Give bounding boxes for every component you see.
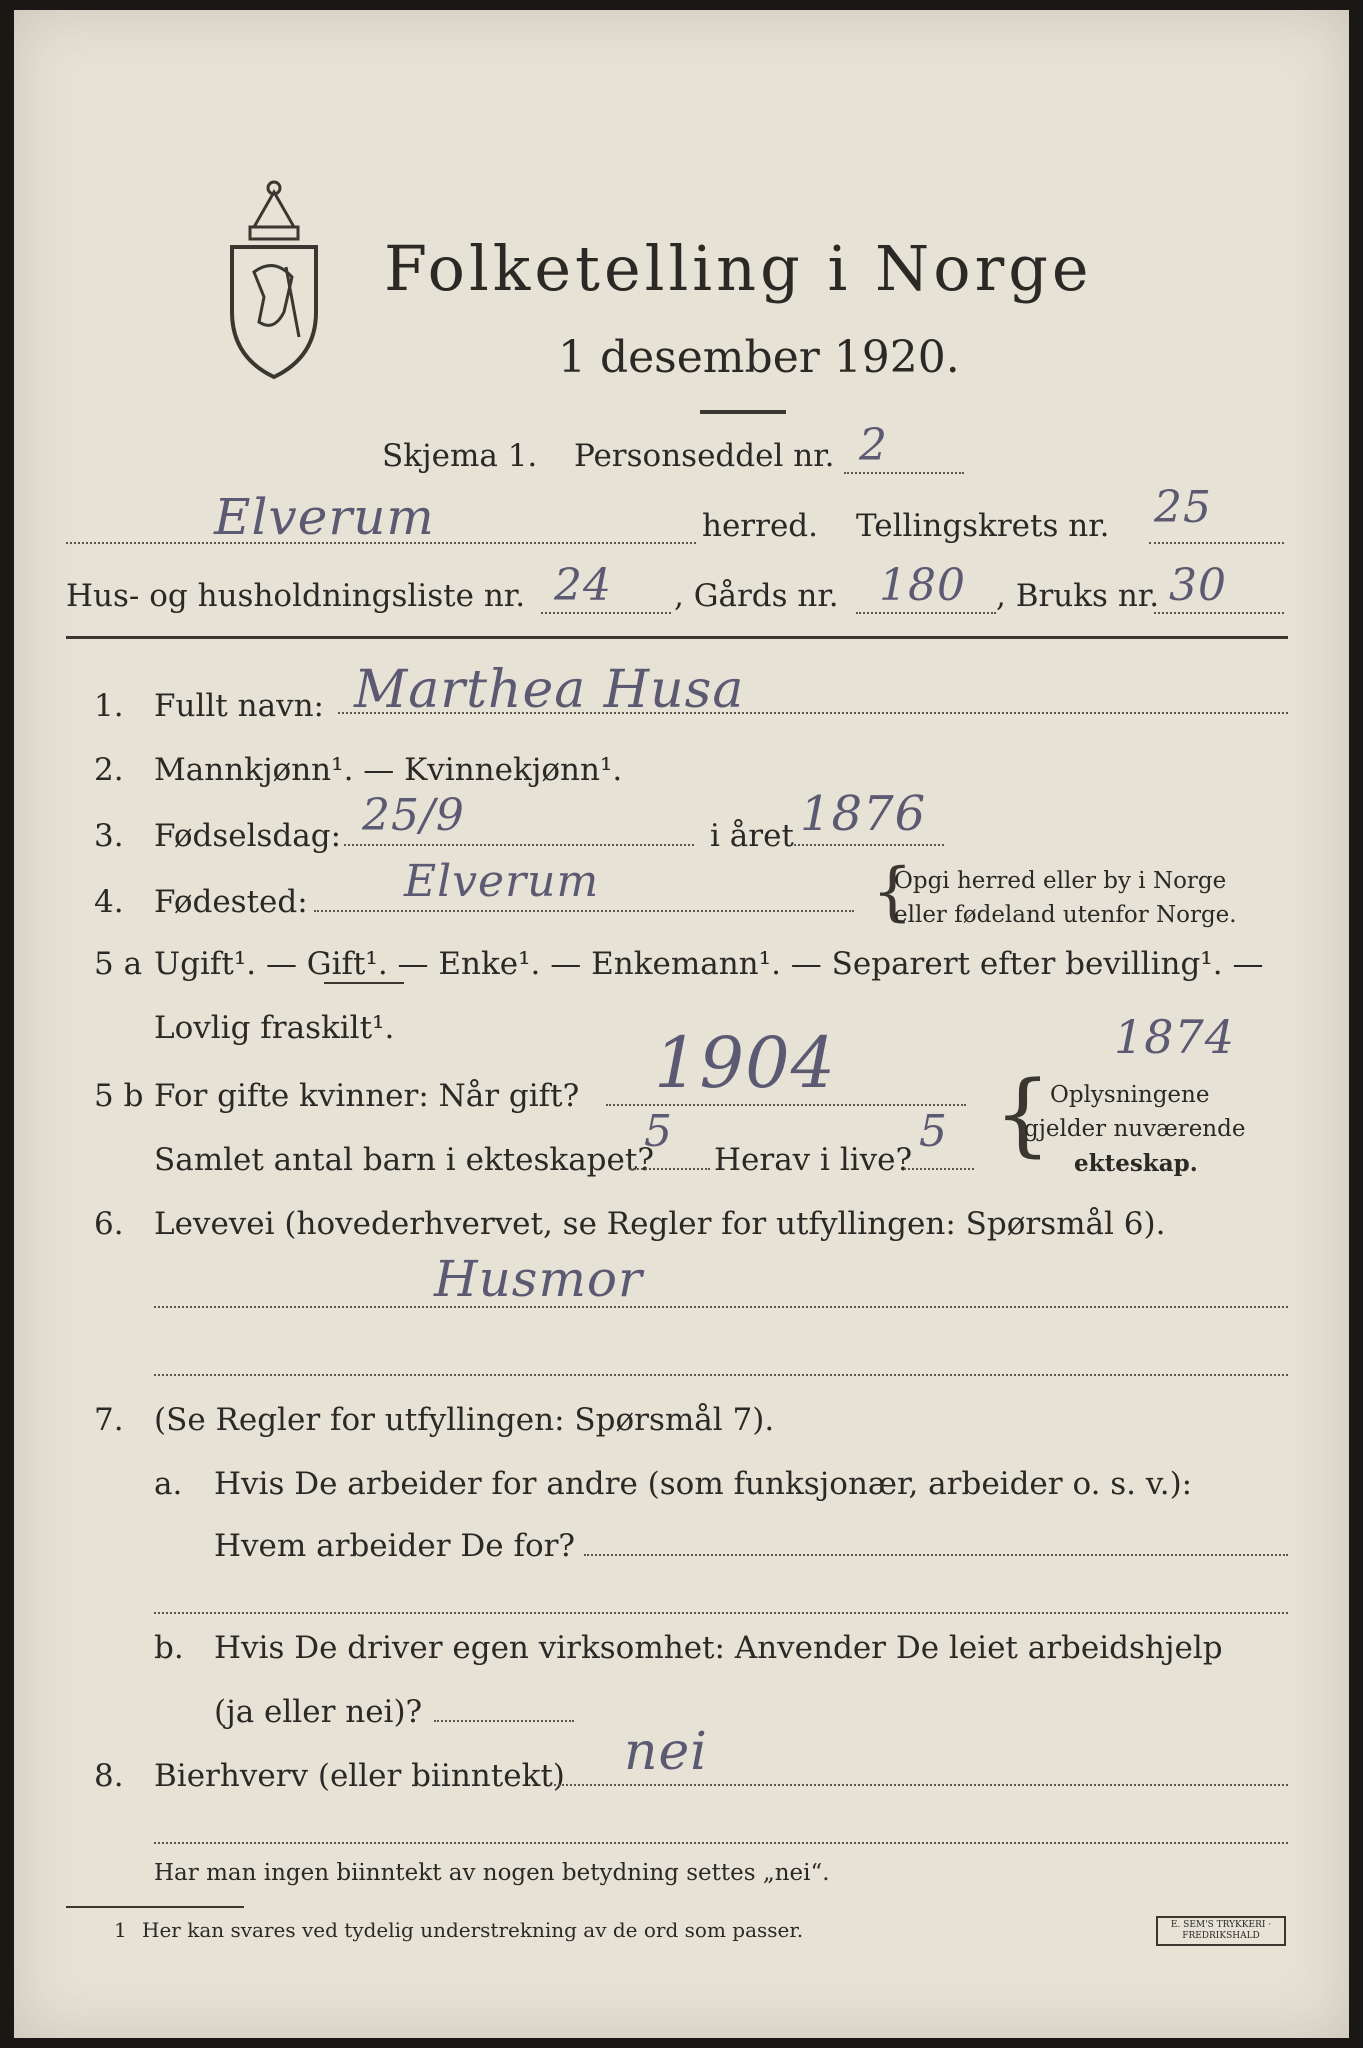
husholdningsliste-field[interactable]	[541, 612, 671, 614]
q8-number: 8.	[94, 1758, 124, 1794]
q6-label: Levevei (hovederhvervet, se Regler for utfyllingen: Spørsmål 6).	[154, 1206, 1166, 1242]
husholdningsliste-value: 24	[554, 560, 612, 611]
q1-number: 1.	[94, 688, 124, 724]
printer-text: E. SEM'S TRYKKERI · FREDRIKSHALD	[1170, 1920, 1272, 1941]
printer-stamp	[1156, 1916, 1286, 1946]
q5a-label-2: Lovlig fraskilt¹.	[154, 1010, 395, 1046]
birthplace-value: Elverum	[404, 856, 600, 907]
birthday-value: 25/9	[362, 790, 465, 841]
q3-year-label: i året	[710, 818, 794, 854]
form-title: Folketelling i Norge	[384, 232, 1093, 305]
employer-field-2[interactable]	[154, 1612, 1288, 1614]
q5b-label: For gifte kvinner: Når gift?	[154, 1078, 580, 1114]
footer-note: Har man ingen biinntekt av nogen betydning settes „nei“.	[154, 1860, 830, 1886]
occupation-field-1[interactable]	[154, 1306, 1288, 1308]
hired-help-field[interactable]	[434, 1720, 574, 1722]
q7-label: (Se Regler for utfyllingen: Spørsmål 7).	[154, 1402, 775, 1438]
q4-note-2: eller fødeland utenfor Norge.	[894, 902, 1237, 928]
personseddel-label: Personseddel nr.	[574, 438, 835, 474]
birth-year-field[interactable]	[794, 844, 944, 846]
coat-of-arms-icon	[224, 172, 324, 382]
bruks-label: , Bruks nr.	[996, 578, 1160, 614]
side-income-value: nei	[624, 1722, 708, 1782]
q3-label: Fødselsdag:	[154, 818, 342, 854]
children-field[interactable]	[630, 1168, 710, 1170]
birthday-field[interactable]	[344, 844, 694, 846]
footnote-rule	[66, 1906, 244, 1908]
q7b-letter: b.	[154, 1630, 184, 1666]
q7a-label-2: Hvem arbeider De for?	[214, 1528, 576, 1564]
q5b-brace: {	[994, 1062, 1052, 1167]
children-value: 5	[644, 1106, 673, 1157]
birthplace-field[interactable]	[314, 910, 854, 912]
tellingskrets-value: 25	[1154, 482, 1212, 533]
occupation-field-2[interactable]	[154, 1374, 1288, 1376]
q4-number: 4.	[94, 884, 124, 920]
q2-label: Mannkjønn¹. — Kvinnekjønn¹.	[154, 752, 623, 788]
q4-brace: {	[872, 855, 913, 929]
title-divider	[700, 410, 786, 414]
q2-number: 2.	[94, 752, 124, 788]
alive-field[interactable]	[904, 1168, 974, 1170]
header-rule	[66, 636, 1288, 639]
personseddel-value: 2	[859, 420, 888, 471]
employer-field[interactable]	[584, 1554, 1288, 1556]
occupation-value: Husmor	[434, 1250, 643, 1308]
gards-label: , Gårds nr.	[674, 578, 839, 614]
q7a-letter: a.	[154, 1466, 183, 1502]
census-form	[14, 10, 1349, 2038]
q1-label: Fullt navn:	[154, 688, 324, 724]
q6-number: 6.	[94, 1206, 124, 1242]
tellingskrets-field[interactable]	[1149, 542, 1284, 544]
q5b-alive-label: Herav i live?	[714, 1142, 913, 1178]
q7-number: 7.	[94, 1402, 124, 1438]
herred-value: Elverum	[214, 488, 435, 546]
q5a-label: Ugift¹. — Gift¹. — Enke¹. — Enkemann¹. — Separert efter bevilling¹. —	[154, 946, 1264, 982]
q8-label: Bierhverv (eller biinntekt)	[154, 1758, 565, 1794]
gards-field[interactable]	[856, 612, 996, 614]
q5b-extra-value: 1874	[1114, 1010, 1236, 1064]
q5b-note-3: ekteskap.	[1074, 1150, 1198, 1177]
side-income-field[interactable]	[554, 1784, 1288, 1786]
tellingskrets-label: Tellingskrets nr.	[856, 508, 1110, 544]
marriage-year-value: 1904	[654, 1022, 837, 1104]
q5b-note-1: Oplysningene	[1050, 1082, 1210, 1108]
skjema-label: Skjema 1.	[382, 438, 538, 474]
q5a-number: 5 a	[94, 946, 143, 982]
birth-year-value: 1876	[800, 786, 927, 842]
q7b-label-2: (ja eller nei)?	[214, 1694, 423, 1730]
alive-value: 5	[919, 1106, 948, 1157]
full-name-value: Marthea Husa	[354, 660, 745, 720]
q7b-label: Hvis De driver egen virksomhet: Anvender De leiet arbeidshjelp	[214, 1630, 1223, 1666]
q5b-children-label: Samlet antal barn i ekteskapet?	[154, 1142, 654, 1178]
q4-label: Fødested:	[154, 884, 308, 920]
side-income-field-2[interactable]	[154, 1842, 1288, 1844]
gards-value: 180	[879, 560, 966, 611]
husholdningsliste-label: Hus- og husholdningsliste nr.	[66, 578, 526, 614]
q5b-note-2: gjelder nuværende	[1024, 1116, 1246, 1142]
personseddel-field[interactable]	[844, 472, 964, 474]
bruks-field[interactable]	[1154, 612, 1284, 614]
q5b-number: 5 b	[94, 1078, 144, 1114]
footnote-text: Her kan svares ved tydelig understrekning av de ord som passer.	[142, 1918, 804, 1942]
gift-underline	[324, 982, 404, 984]
census-date: 1 desember 1920.	[558, 332, 960, 383]
q3-number: 3.	[94, 818, 124, 854]
footnote-mark: 1	[114, 1918, 127, 1942]
q7a-label: Hvis De arbeider for andre (som funksjonær, arbeider o. s. v.):	[214, 1466, 1193, 1502]
herred-label: herred.	[702, 508, 818, 544]
bruks-value: 30	[1169, 560, 1227, 611]
q4-note-1: Opgi herred eller by i Norge	[894, 868, 1227, 894]
